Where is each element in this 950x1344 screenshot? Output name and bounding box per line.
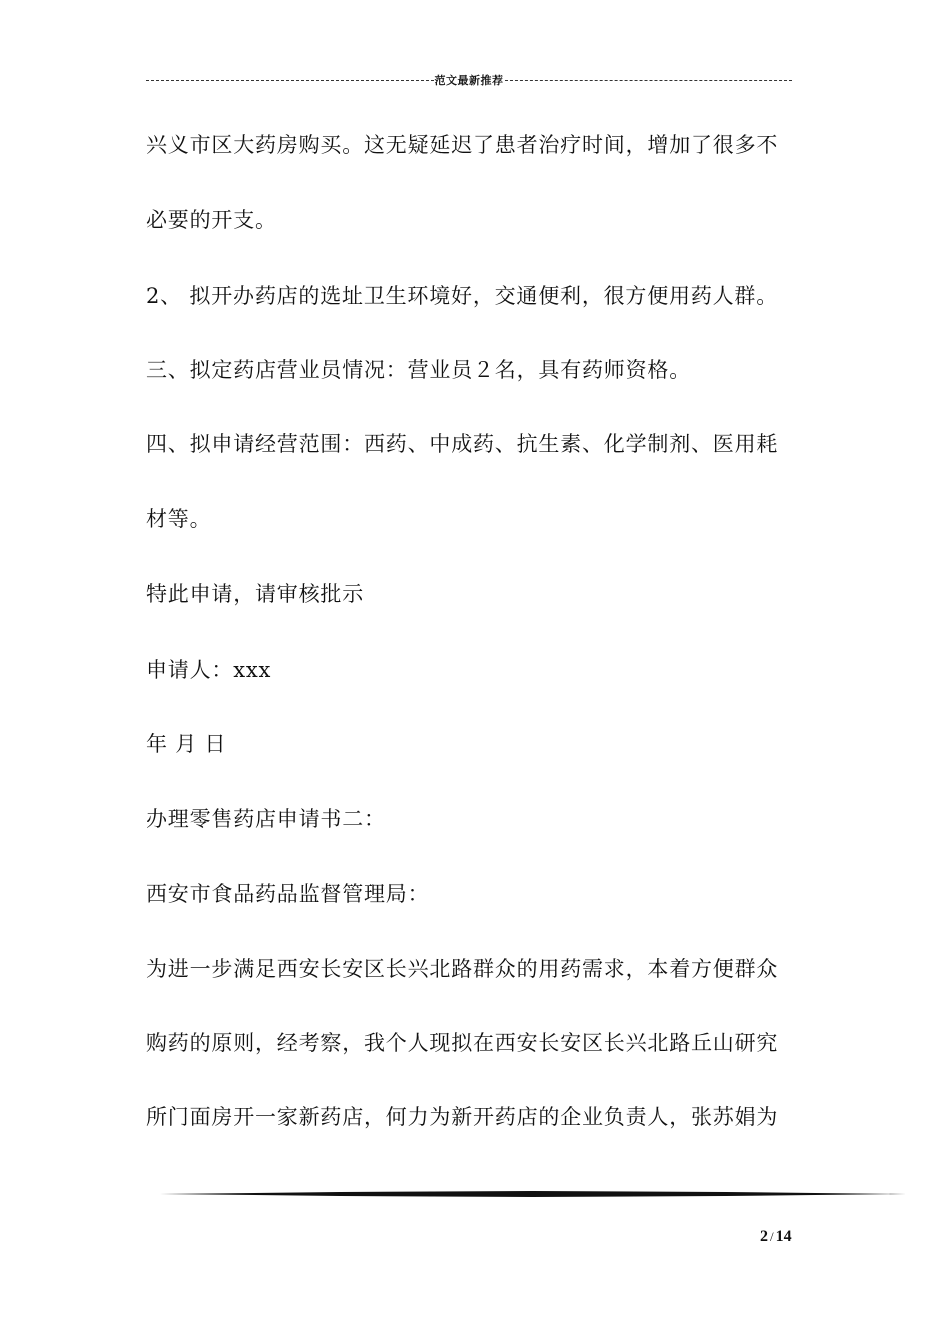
current-page: 2 [760, 1228, 768, 1245]
page-number [760, 1228, 810, 1246]
body-line: 三、拟定药店营业员情况：营业员２名，具有药师资格。 [146, 358, 691, 382]
body-line: 兴义市区大药房购买。这无疑延迟了患者治疗时间，增加了很多不 [146, 133, 779, 157]
body-line: 必要的开支。 [146, 208, 277, 232]
body-line: 材等。 [146, 507, 212, 531]
body-line: 2、 拟开办药店的选址卫生环境好，交通便利，很方便用药人群。 [146, 284, 779, 308]
body-line: 四、拟申请经营范围：西药、中成药、抗生素、化学制剂、医用耗 [146, 432, 779, 456]
header-dash-right [505, 80, 793, 81]
page-separator: / [770, 1229, 774, 1244]
body-line: 购药的原则，经考察，我个人现拟在西安长安区长兴北路丘山研究 [146, 1031, 779, 1055]
header-dash-left [146, 80, 434, 81]
footer-rule [160, 1190, 906, 1198]
body-line: 办理零售药店申请书二： [146, 807, 386, 831]
body-line: 西安市食品药品监督管理局： [146, 882, 430, 906]
body-line: 申请人：xxx [146, 658, 272, 682]
body-line: 为进一步满足西安长安区长兴北路群众的用药需求，本着方便群众 [146, 957, 779, 981]
header-title: 范文最新推荐 [434, 74, 504, 87]
body-line: 所门面房开一家新药店，何力为新开药店的企业负责人，张苏娟为 [146, 1105, 779, 1129]
body-line: 特此申请，请审核批示 [146, 582, 364, 606]
body-line: 年 月 日 [146, 732, 227, 756]
total-pages: 14 [775, 1228, 792, 1245]
page-header [146, 70, 792, 90]
